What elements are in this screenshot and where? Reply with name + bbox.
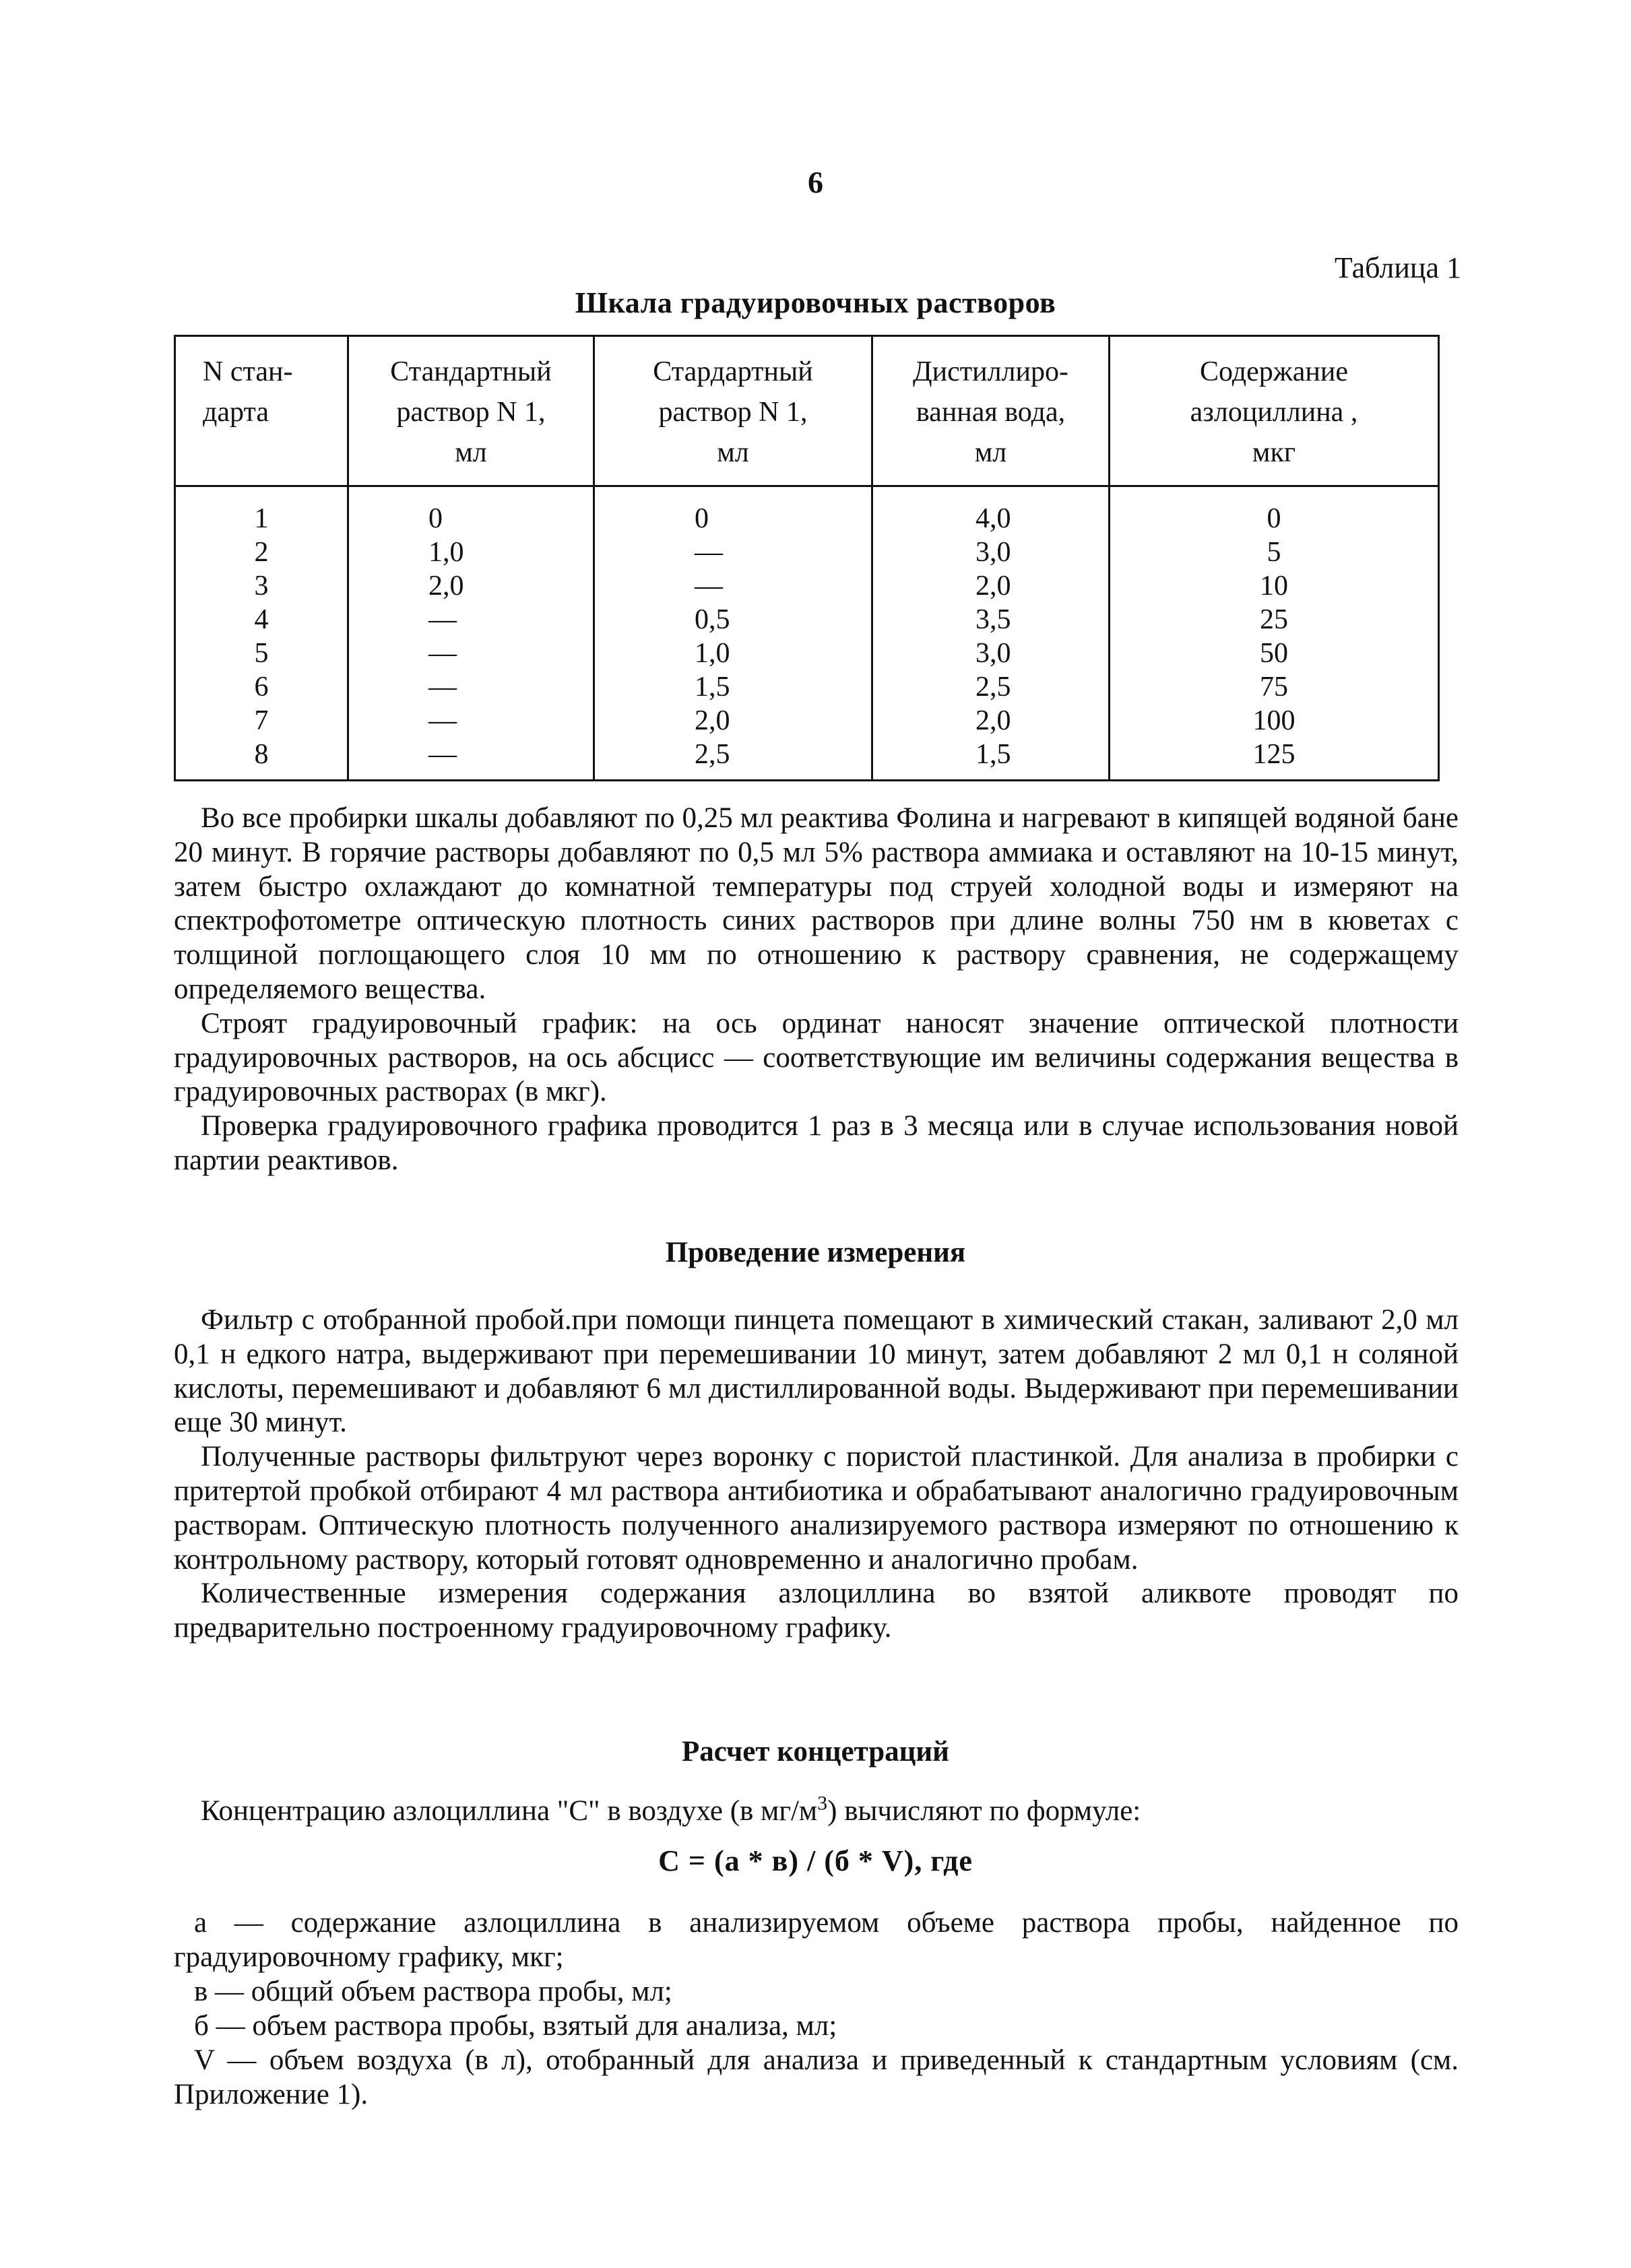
table-row: [175, 486, 1439, 536]
cell-solution-1: 1,0: [348, 536, 594, 569]
cell-solution-2: 0,5: [594, 603, 872, 637]
calibration-paragraph: Проверка градуировочного графика проводится 1 раз в 3 месяца или в случае использования новой партии реактивов.: [174, 1110, 1459, 1176]
cell-standard-number: 8: [175, 738, 348, 781]
table-row: [175, 704, 1439, 738]
measurement-heading: Проведение измерения: [665, 1237, 966, 1268]
cell-content: 5: [1110, 536, 1439, 569]
measurement-paragraph: Количественные измерения содержания азлоциллина во взятой аликвоте проводят по предварительно построенному градуировочному графику.: [174, 1578, 1459, 1644]
calculation-heading: Расчет концетраций: [682, 1736, 949, 1768]
cell-standard-number: 1: [175, 486, 348, 536]
page-number: 6: [808, 165, 823, 199]
header-line: Дистиллиро-: [913, 356, 1068, 387]
header-line: Содержание: [1199, 356, 1349, 387]
measurement-paragraph: Фильтр с отобранной пробой.при помощи пинцета помещают в химический стакан, заливают 2,0 мл 0,1 н едкого натра, выдерживают при перемешивании 10 минут, затем добавляют 2 мл 0,1 н соляной кислоты, перемешивают и добавляют 6 мл дистиллированной воды. Выдерживают при перемешивании еще 30 минут.: [174, 1304, 1459, 1439]
cell-water: 3,5: [872, 603, 1110, 637]
measurement-paragraph: Полученные растворы фильтруют через воронку с пористой пластинкой. Для анализа в пробирки с притертой пробкой отбирают 4 мл раствора антибиотика и обрабатывают аналогично градуировочным растворам. Оптическую плотность полученного анализируемого раствора измеряют по отношению к контрольному раствору, который готовят одновременно и аналогично пробам.: [174, 1441, 1459, 1576]
header-line: азлоциллина ,: [1190, 397, 1358, 428]
cell-standard-number: 4: [175, 603, 348, 637]
concentration-formula: С = (а * в) / (б * V), где: [658, 1844, 973, 1877]
header-line: раствор N 1,: [396, 397, 546, 428]
header-line: ванная вода,: [916, 397, 1066, 428]
cell-water: 2,0: [872, 704, 1110, 738]
table-body: [175, 486, 1439, 781]
cell-solution-1: —: [348, 637, 594, 670]
cell-content: 125: [1110, 738, 1439, 781]
cell-solution-2: 1,0: [594, 637, 872, 670]
table-row: [175, 637, 1439, 670]
table-row: [175, 603, 1439, 637]
intro-superscript: 3: [817, 1792, 828, 1815]
cell-standard-number: 3: [175, 569, 348, 603]
table-header: [175, 336, 1439, 486]
cell-solution-1: —: [348, 670, 594, 704]
header-standard-solution-1: [348, 336, 594, 486]
header-azlocillin-content: [1110, 336, 1439, 486]
cell-content: 10: [1110, 569, 1439, 603]
calibration-table: [174, 335, 1440, 781]
header-line: Стандартный: [390, 356, 552, 387]
cell-content: 25: [1110, 603, 1439, 637]
cell-solution-2: —: [594, 569, 872, 603]
cell-solution-1: —: [348, 603, 594, 637]
header-line: мкг: [1252, 437, 1296, 468]
measurement-text: [174, 1303, 1459, 1646]
cell-solution-1: —: [348, 704, 594, 738]
cell-solution-1: —: [348, 738, 594, 781]
cell-water: 1,5: [872, 738, 1110, 781]
calculation-intro: [174, 1794, 1459, 1829]
definition-item: V — объем воздуха (в л), отобранный для анализа и приведенный к стандартным условиям (см. Приложение 1).: [174, 2044, 1459, 2110]
cell-solution-2: 1,5: [594, 670, 872, 704]
cell-solution-1: 2,0: [348, 569, 594, 603]
calculation-intro-line: [174, 1794, 1459, 1829]
cell-solution-2: —: [594, 536, 872, 569]
header-line: дарта: [203, 397, 269, 428]
header-line: раствор N 1,: [658, 397, 808, 428]
cell-content: 50: [1110, 637, 1439, 670]
table-header-row: [175, 336, 1439, 486]
cell-solution-2: 0: [594, 486, 872, 536]
table-row: [175, 670, 1439, 704]
calibration-paragraph: Во все пробирки шкалы добавляют по 0,25 мл реактива Фолина и нагревают в кипящей водяной бане 20 минут. В горячие растворы добавляют по 0,5 мл 5% раствора аммиака и оставляют на 10-15 минут, затем быстро охлаждают до комнатной температуры под струей холодной воды и измеряют на спектрофотометре оптическую плотность синих растворов при длине волны 750 нм в кюветах с толщиной поглощающего слоя 10 мм по отношению к раствору сравнения, не содержащему определяемого вещества.: [174, 802, 1459, 1005]
cell-content: 75: [1110, 670, 1439, 704]
calibration-text: [174, 802, 1459, 1178]
header-line: N стан-: [203, 356, 293, 387]
cell-solution-2: 2,0: [594, 704, 872, 738]
calibration-paragraph: Строят градуировочный график: на ось ординат наносят значение оптической плотности градуировочных растворов, на ось абсцисс — соответствующие им величины содержания вещества в градуировочных растворах (в мкг).: [174, 1007, 1459, 1108]
formula-definitions: [174, 1906, 1459, 2112]
table-row: [175, 738, 1439, 781]
cell-water: 3,0: [872, 637, 1110, 670]
intro-text-end: ) вычисляют по формуле:: [827, 1795, 1141, 1827]
header-standard-solution-2: [594, 336, 872, 486]
cell-standard-number: 6: [175, 670, 348, 704]
table-row: [175, 569, 1439, 603]
table-row: [175, 536, 1439, 569]
table-title: Шкала градуировочных растворов: [575, 286, 1056, 319]
header-line: мл: [455, 437, 487, 468]
intro-text: Концентрацию азлоциллина "С" в воздухе (в мг/м: [201, 1795, 818, 1827]
definition-item: а — содержание азлоциллина в анализируемом объеме раствора пробы, найденное по градуировочному графику, мкг;: [174, 1907, 1459, 1973]
header-standard-number: [175, 336, 348, 486]
cell-standard-number: 5: [175, 637, 348, 670]
header-distilled-water: [872, 336, 1110, 486]
definition-item: б — объем раствора пробы, взятый для анализа, мл;: [194, 2010, 837, 2042]
cell-standard-number: 2: [175, 536, 348, 569]
cell-water: 3,0: [872, 536, 1110, 569]
cell-water: 2,5: [872, 670, 1110, 704]
cell-water: 2,0: [872, 569, 1110, 603]
header-line: мл: [974, 437, 1007, 468]
cell-solution-2: 2,5: [594, 738, 872, 781]
cell-content: 0: [1110, 486, 1439, 536]
header-line: мл: [717, 437, 749, 468]
cell-content: 100: [1110, 704, 1439, 738]
definition-item: в — общий объем раствора пробы, мл;: [194, 1976, 672, 2007]
header-line: Стардартный: [653, 356, 813, 387]
cell-standard-number: 7: [175, 704, 348, 738]
cell-solution-1: 0: [348, 486, 594, 536]
table-label: Таблица 1: [1334, 251, 1461, 284]
cell-water: 4,0: [872, 486, 1110, 536]
